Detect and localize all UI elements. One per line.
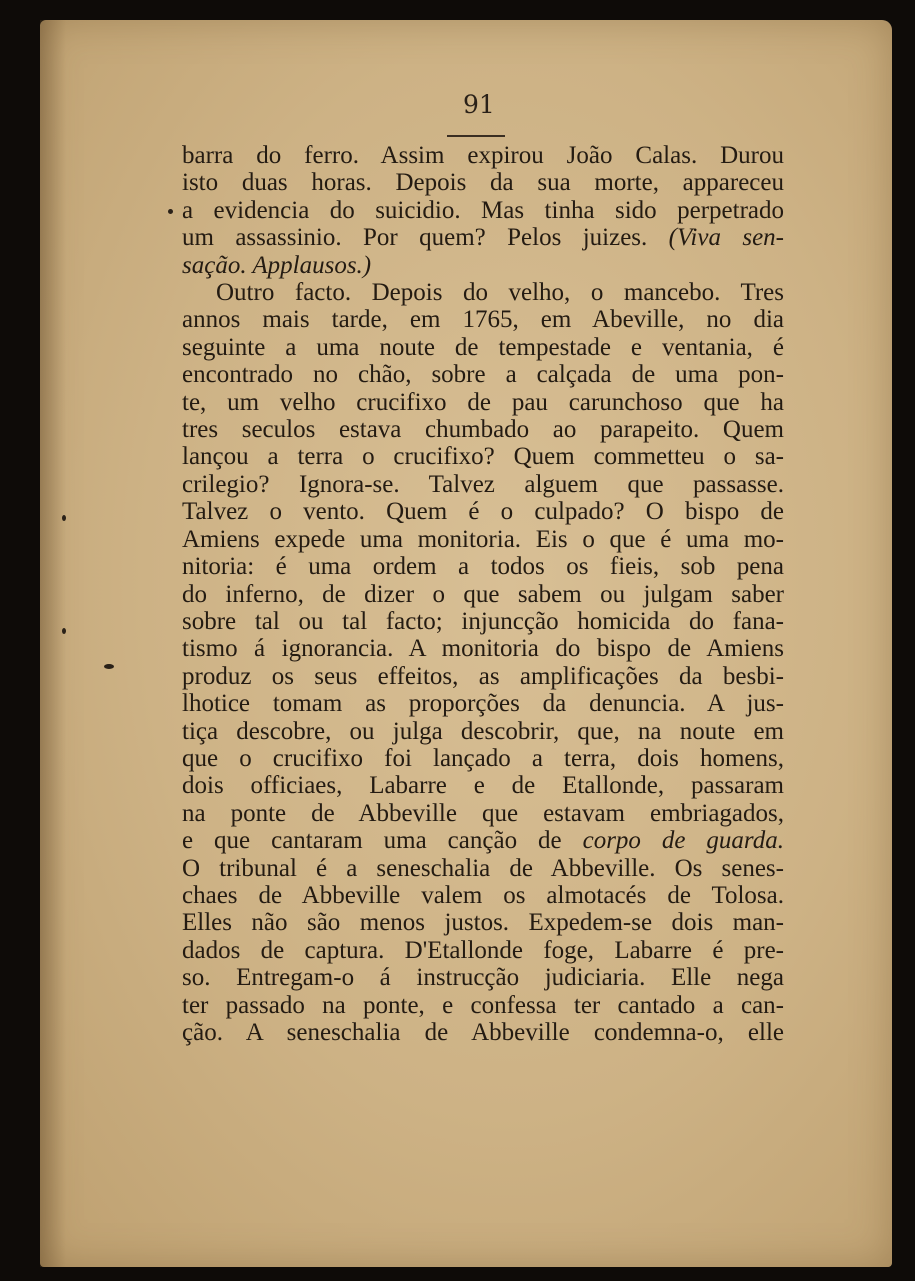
page-gutter-shadow [40,20,66,1267]
text-line: lhotice tomam as proporções da denuncia. A jus- [182,690,784,718]
text-line: ter passado na ponte, e confessa ter cantado a can- [182,991,784,1019]
text-line: Elles não são menos justos. Expedem-se dois man- [182,909,784,937]
text-line: lançou a terra o crucifixo? Quem commetteu o sa- [182,443,784,471]
text-line: Outro facto. Depois do velho, o mancebo. Tres [216,279,784,307]
page-number: 91 [463,90,495,119]
text-line: chaes de Abbeville valem os almotacés de Tolosa. [182,881,784,909]
text-line: produz os seus effeitos, as amplificações da besbi- [182,662,784,690]
text-line: Talvez o vento. Quem é o culpado? O bispo de [182,498,784,526]
text-line: tiça descobre, ou julga descobrir, que, na noute em [182,717,784,745]
text-line: te, um velho crucifixo de pau carunchoso que ha [182,388,784,416]
text-line: a evidencia do suicidio. Mas tinha sido perpetrado [182,196,784,224]
text-line: tismo á ignorancia. A monitoria do bispo de Amiens [182,635,784,663]
text-line: so. Entregam-o á instrucção judiciaria. Elle nega [182,964,784,992]
text-line: dados de captura. D'Etallonde foge, Labarre é pre- [182,936,784,964]
text-line: isto duas horas. Depois da sua morte, appareceu [182,169,784,197]
text-line: encontrado no chão, sobre a calçada de uma pon- [182,361,784,389]
text-line: do inferno, de dizer o que sabem ou julgam saber [182,580,784,608]
text-line: dois officiaes, Labarre e de Etallonde, passaram [182,772,784,800]
text-line: crilegio? Ignora-se. Talvez alguem que passasse. [182,470,784,498]
text-line: nitoria: é uma ordem a todos os fieis, sob pena [182,553,784,581]
header-rule [447,135,505,137]
ink-speck [62,628,66,634]
body-text [182,142,784,1046]
text-line: Amiens expede uma monitoria. Eis o que é uma mo- [182,525,784,553]
text-line: e que cantaram uma canção de corpo de guarda. [182,827,784,855]
text-line: sação. Applausos.) [182,251,372,279]
text-line: seguinte a uma noute de tempestade e ventania, é [182,333,784,361]
text-line: um assassinio. Por quem? Pelos juizes. (Viva sen- [182,224,784,252]
text-line: que o crucifixo foi lançado a terra, dois homens, [182,744,784,772]
text-line: tres seculos estava chumbado ao parapeito. Quem [182,416,784,444]
text-line: ção. A seneschalia de Abbeville condemna-o, elle [182,1019,784,1046]
text-line: annos mais tarde, em 1765, em Abeville, no dia [182,306,784,334]
ink-speck [62,515,66,521]
text-line: O tribunal é a seneschalia de Abbeville. Os senes- [182,854,784,882]
text-line: sobre tal ou tal facto; injuncção homicida do fana- [182,607,784,635]
text-line: barra do ferro. Assim expirou João Calas. Durou [182,142,784,169]
text-line: na ponte de Abbeville que estavam embriagados, [182,799,784,827]
ink-speck [168,209,173,214]
ink-speck [104,664,114,669]
